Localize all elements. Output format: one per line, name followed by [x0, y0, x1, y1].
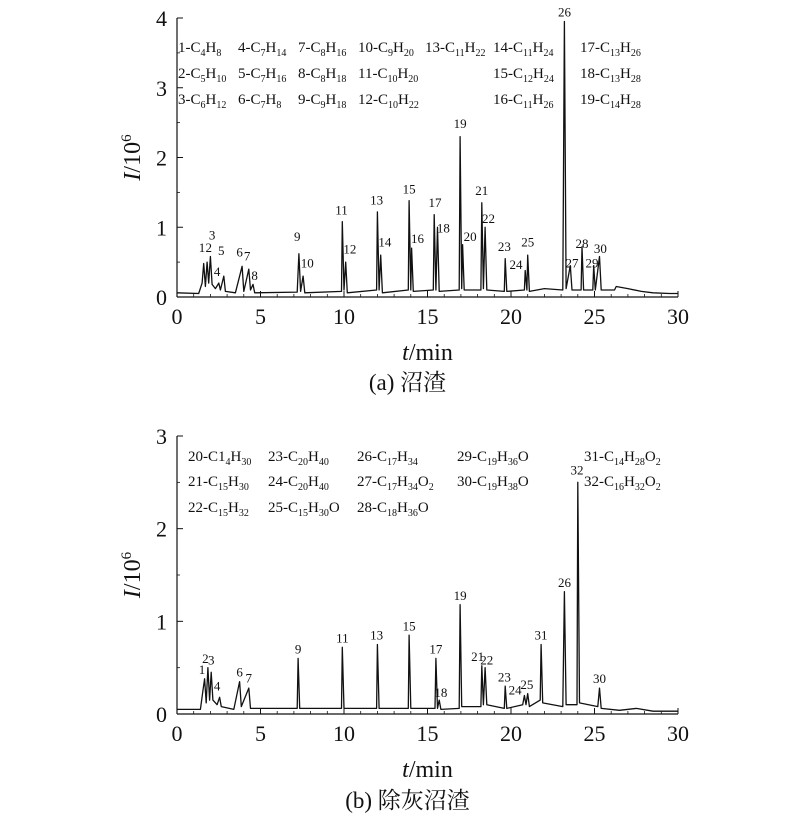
panel-caption: (b) 除灰沼渣	[345, 788, 470, 813]
legend-entry: $27-C_{17}H_{34}O_2$	[357, 474, 434, 493]
peak-label: 31	[534, 627, 548, 643]
x-tick-label: 10	[333, 304, 355, 329]
peak-label: 19	[453, 587, 467, 603]
legend-entry: $16-C_{11}H_{26}$	[493, 92, 554, 111]
legend-entry: $20-C1_4H_{30}$	[188, 449, 252, 468]
y-tick-label: 1	[156, 215, 167, 241]
peak-label: 23	[497, 238, 511, 254]
peak-label: 26	[557, 574, 571, 590]
peak-label: 17	[428, 194, 442, 210]
legend-entry: $13-C_{11}H_{22}$	[425, 40, 486, 59]
peak-label: 1	[198, 240, 206, 256]
legend-entry: $12-C_{10}H_{22}$	[358, 92, 419, 111]
legend-entry: $25-C_{15}H_{30}O$	[268, 500, 340, 519]
peak-label: 21	[471, 648, 485, 664]
legend-entry: $23-C_{20}H_{40}$	[268, 449, 329, 468]
peak-label: 1	[198, 661, 206, 677]
peak-label: 32	[570, 462, 584, 478]
x-tick-label: 0	[171, 304, 183, 329]
x-tick-label: 10	[333, 721, 355, 746]
legend-entry: $26-C_{17}H_{34}$	[357, 449, 418, 468]
x-tick-label: 5	[255, 721, 266, 746]
y-tick-label: 2	[156, 145, 167, 171]
x-axis-label: t/min	[402, 757, 453, 783]
peak-label: 25	[520, 676, 534, 692]
x-tick-label: 5	[255, 304, 266, 329]
peak-label: 16	[410, 231, 424, 247]
y-tick-label: 0	[156, 285, 167, 310]
y-tick-label: 3	[156, 75, 167, 101]
peak-label: 21	[475, 182, 489, 198]
panel-caption: (a) 沼渣	[368, 370, 447, 395]
y-tick-label: 4	[156, 6, 167, 31]
legend-entry: $29-C_{19}H_{36}O$	[457, 449, 529, 468]
peak-label: 15	[402, 618, 416, 634]
legend-entry: $14-C_{11}H_{24}$	[493, 40, 554, 59]
peak-label: 7	[245, 670, 253, 686]
y-tick-label: 3	[156, 424, 167, 449]
peak-label: 18	[434, 685, 448, 701]
y-axis-label: $I/10^6$	[119, 134, 146, 181]
peak-label: 11	[336, 630, 349, 646]
legend-entry: $21-C_{15}H_{30}$	[188, 474, 249, 493]
peak-label: 6	[236, 664, 243, 680]
legend-entry: $19-C_{14}H_{28}$	[580, 92, 641, 111]
legend-entry: $8-C_8H_{18}$	[298, 66, 347, 85]
y-axis-label: $I/10^6$	[119, 551, 146, 599]
legend-entry: $31-C_{14}H_{28}O_2$	[584, 449, 661, 468]
peak-label: 23	[497, 669, 511, 685]
peak-label: 14	[378, 234, 392, 250]
peak-label: 15	[402, 181, 416, 197]
peak-label: 18	[436, 220, 450, 236]
peak-label: 24	[509, 256, 523, 272]
x-tick-label: 30	[667, 721, 689, 746]
legend-entry: $32-C_{16}H_{32}O_2$	[584, 474, 661, 493]
peak-label: 19	[453, 115, 467, 131]
peak-label: 30	[593, 240, 607, 256]
x-tick-label: 25	[583, 304, 606, 329]
chromatogram-panel-b	[119, 424, 689, 813]
peak-label: 27	[565, 255, 579, 271]
peak-label: 2	[205, 240, 212, 256]
legend-entry: $9-C_9H_{18}$	[298, 92, 347, 111]
legend-entry: $4-C_7H_{14}$	[238, 40, 287, 59]
peak-label: 24	[508, 682, 522, 698]
peak-label: 17	[429, 641, 443, 657]
peak-label: 9	[293, 228, 301, 244]
y-tick-label: 2	[156, 516, 167, 542]
peak-label: 7	[243, 248, 251, 264]
peak-label: 29	[585, 255, 599, 271]
peak-label: 26	[557, 4, 571, 20]
legend-entry: $3-C_6H_{12}$	[178, 92, 227, 111]
x-axis-label: t/min	[402, 340, 453, 366]
legend-entry: $11-C_{10}H_{20}$	[358, 66, 419, 85]
peak-label: 10	[300, 255, 314, 271]
peak-label: 3	[207, 652, 215, 668]
legend-entry: $2-C_5H_{10}$	[178, 66, 227, 85]
peak-label: 4	[213, 678, 221, 694]
y-tick-label: 0	[156, 702, 167, 727]
x-tick-label: 20	[500, 721, 522, 746]
legend-entry: $24-C_{20}H_{40}$	[268, 474, 329, 493]
peak-label: 12	[343, 241, 357, 257]
peak-label: 28	[575, 235, 589, 251]
x-tick-label: 15	[416, 304, 439, 329]
x-tick-label: 25	[583, 721, 606, 746]
legend-entry: $10-C_9H_{20}$	[358, 40, 414, 59]
peak-label: 30	[593, 671, 607, 687]
legend-entry: $5-C_7H_{16}$	[238, 66, 287, 85]
peak-label: 11	[335, 202, 348, 218]
peak-label: 13	[370, 627, 384, 643]
legend-entry: $6-C_7H_8$	[238, 92, 282, 111]
peak-label: 2	[202, 650, 209, 666]
legend-entry: $7-C_8H_{16}$	[298, 40, 347, 59]
x-tick-label: 15	[416, 721, 439, 746]
x-tick-label: 20	[500, 304, 522, 329]
peak-label: 13	[370, 192, 384, 208]
x-tick-label: 0	[171, 721, 183, 746]
legend-entry: $15-C_{12}H_{24}$	[493, 66, 554, 85]
legend-entry: $30-C_{19}H_{38}O$	[457, 474, 529, 493]
peak-label: 3	[208, 227, 216, 243]
peak-label: 25	[521, 234, 535, 250]
legend-entry: $18-C_{13}H_{28}$	[580, 66, 641, 85]
peak-label: 8	[251, 268, 258, 284]
legend-entry: $1-C_4H_8$	[178, 40, 222, 59]
peak-label: 9	[294, 641, 302, 657]
y-tick-label: 1	[156, 609, 167, 635]
peak-label: 4	[213, 263, 221, 279]
peak-label: 20	[463, 228, 477, 244]
legend-entry: $28-C_{18}H_{36}O$	[357, 500, 429, 519]
x-tick-label: 30	[667, 304, 689, 329]
legend-entry: $22-C_{15}H_{32}$	[188, 500, 249, 519]
peak-label: 6	[236, 244, 243, 260]
peak-label: 5	[218, 242, 225, 258]
legend-entry: $17-C_{13}H_{26}$	[580, 40, 641, 59]
peak-label: 22	[480, 652, 494, 668]
peak-label: 22	[481, 210, 495, 226]
chromatogram-panel-a	[119, 4, 689, 395]
